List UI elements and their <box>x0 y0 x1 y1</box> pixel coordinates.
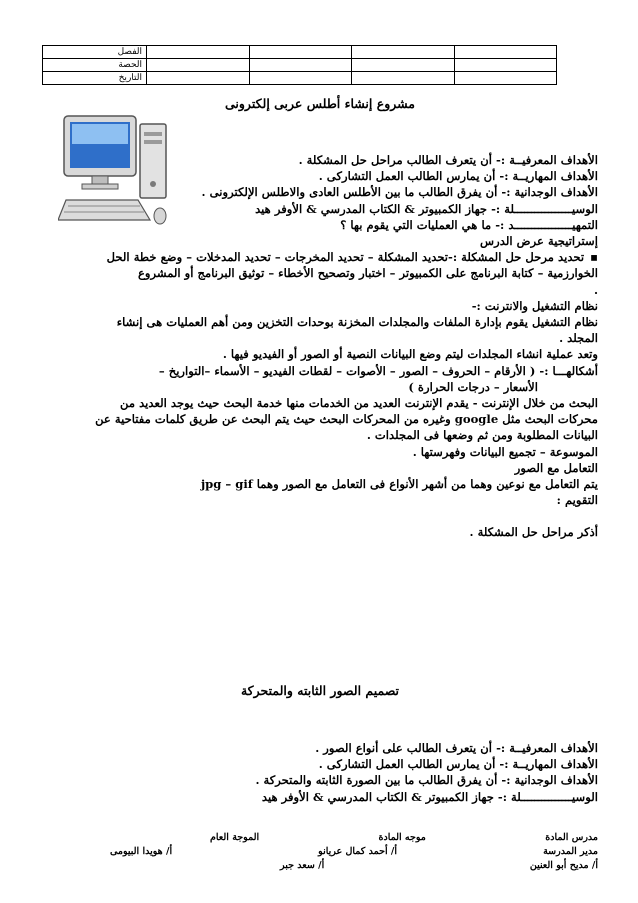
header-blank-cell <box>249 59 352 72</box>
evaluation-label: التقويم : <box>556 493 598 508</box>
footer-names-row <box>40 859 598 873</box>
evaluation-question: أذكر مراحل حل المشكلة . <box>469 525 598 540</box>
google-line <box>38 411 598 427</box>
header-blank-cell <box>147 46 250 59</box>
lesson2-line: الأهداف المهاريــة :- أن يمارس الطالب العمل التشاركى . <box>318 757 598 772</box>
header-blank-cell <box>352 59 455 72</box>
lesson2-line: الوسيـــــــــــــــلة :- جهاز الكمبيوتر & الكتاب المدرسي & الأوفر هيد <box>261 789 598 804</box>
lesson1-line: الأسعار – درجات الحرارة ) <box>408 379 538 394</box>
footer-name: أ/ أحمد كمال عريانو <box>318 846 398 857</box>
lesson1-line: التمهيـــــــــــــــــد :- ما هي العمليات التي يقوم بها ؟ <box>340 217 598 232</box>
lesson2-body <box>38 740 598 805</box>
header-cell: الحصة <box>43 59 147 72</box>
footer-name: مدير المدرسة <box>543 846 598 857</box>
header-blank-cell <box>352 46 455 59</box>
header-blank-cell <box>454 59 557 72</box>
images-line <box>38 476 598 492</box>
lesson1-line: الأهداف الوجدانية :- أن يفرق الطالب ما بين الأطلس العادى والاطلس الإلكترونى . <box>201 185 598 200</box>
lesson1-body <box>38 152 598 541</box>
lesson1-line: التعامل مع الصور <box>514 460 598 475</box>
lesson1-line: . <box>593 282 598 297</box>
images-line-text: يتم التعامل مع نوعين وهما من أشهر الأنواع فى التعامل مع الصور وهما <box>256 477 598 492</box>
header-blank-cell <box>454 46 557 59</box>
lesson2-line: الأهداف المعرفيــة :- أن يتعرف الطالب على أنواع الصور . <box>315 741 598 755</box>
header-blank-cell <box>147 59 250 72</box>
lesson1-line: نظام التشغيل والانترنت :- <box>471 298 598 313</box>
header-blank-cell <box>249 46 352 59</box>
bullet-item <box>38 249 598 265</box>
lesson1-line: إستراتيجية عرض الدرس <box>480 234 598 249</box>
footer-role: الموجة العام <box>210 832 260 843</box>
signature-footer <box>40 831 598 873</box>
header-blank-cell <box>147 72 250 85</box>
lesson1-line: البحث من خلال الإنترنت - يقدم الإنترنت العديد من الخدمات منها خدمة البحث حيث يوجد العديد من <box>120 396 598 411</box>
lesson1-line: البيانات المطلوبة ومن ثم وضعها فى المجلدات . <box>366 428 598 443</box>
footer-role: موجه المادة <box>378 832 426 843</box>
footer-names-row <box>40 845 598 859</box>
header-blank-cell <box>454 72 557 85</box>
footer-name: أ/ هويدا البيومى <box>110 846 173 857</box>
google-word: google <box>454 412 499 427</box>
google-line-after: وغيره من المحركات البحث حيث يتم البحث عن طريق كلمات مفتاحية عن <box>95 412 451 427</box>
lesson2-line: الأهداف الوجدانية :- أن يفرق الطالب ما بين الصورة الثابته والمتحركة . <box>255 773 598 788</box>
lesson1-line: الموسوعة – تجميع البيانات وفهرستها . <box>412 444 598 459</box>
lesson1-line: نظام التشغيل يقوم بإدارة الملفات والمجلدات المخزنة بوحدات التخزين ومن أهم العمليات هى إنشاء <box>116 315 598 330</box>
header-table <box>42 45 557 85</box>
lesson1-title: مشروع إنشاء أطلس عربى إلكترونى <box>225 96 415 111</box>
lesson1-line: الخوارزمية – كتابة البرنامج على الكمبيوتر – اختبار وتصحيح الأخطاء – توثيق البرنامج أو المشروع <box>137 266 598 281</box>
header-blank-cell <box>249 72 352 85</box>
bullet-text: تحديد مرحل حل المشكلة :-تحديد المشكلة – تحديد المخرجات – تحديد المدخلات – وضع خطة الحل <box>106 250 585 265</box>
spacer <box>38 508 598 524</box>
header-cell: الفصل <box>43 46 147 59</box>
footer-role: مدرس المادة <box>545 832 598 843</box>
bullet-icon <box>584 250 598 264</box>
lesson1-line: المجلد . <box>559 331 598 346</box>
footer-roles-row <box>40 831 598 845</box>
lesson2-title: تصميم الصور الثابته والمتحركة <box>240 683 400 698</box>
footer-name: أ/ سعد جبر <box>280 860 325 871</box>
lesson1-line: الوسيـــــــــــــــــلة :- جهاز الكمبيوتر & الكتاب المدرسي & الأوفر هيد <box>255 201 598 216</box>
lesson1-line: أشكالهـــا :- ( الأرقام – الحروف – الصور – الأصوات – لقطات الفيديو – الأسماء –التواريخ – <box>158 363 598 378</box>
header-cell: التاريخ <box>43 72 147 85</box>
image-formats: jpg – gif <box>200 477 253 492</box>
lesson1-line: الأهداف المعرفيــة :- أن يتعرف الطالب مراحل حل المشكلة . <box>298 153 598 167</box>
footer-name: أ/ مديح أبو العنين <box>529 860 598 871</box>
lesson1-line: وتعد عملية انشاء المجلدات ليتم وضع البيانات النصية أو الصور أو الفيديو فيها . <box>222 347 598 362</box>
lesson1-line: الأهداف المهاريــة :- أن يمارس الطالب العمل التشاركى . <box>318 169 598 184</box>
header-blank-cell <box>352 72 455 85</box>
google-line-before: محركات البحث مثل <box>502 412 598 427</box>
